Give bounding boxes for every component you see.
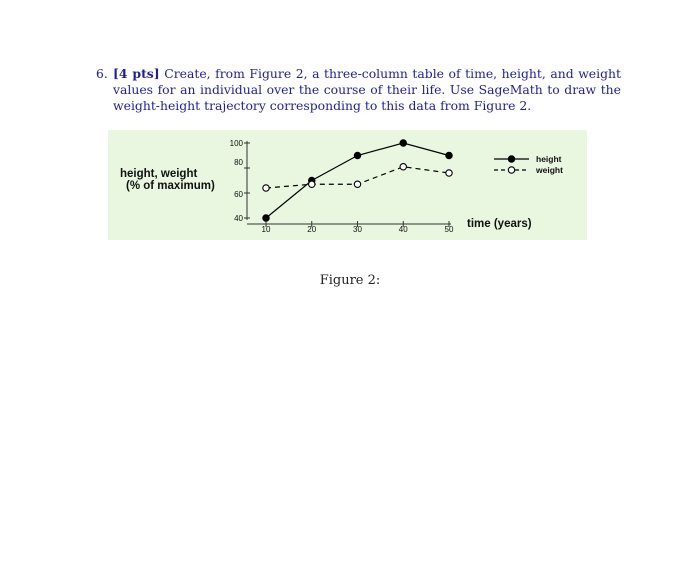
y-axis-label-line-2: (% of maximum) [126, 180, 215, 192]
problem-points: [4 pts] [113, 66, 160, 81]
data-point-weight-40 [400, 164, 406, 170]
legend-marker-weight [508, 167, 514, 173]
figure-caption: Figure 2: [319, 273, 381, 288]
data-point-weight-30 [354, 181, 360, 187]
data-point-height-40 [400, 140, 406, 146]
x-tick-label-50: 50 [444, 225, 454, 234]
x-tick-label-40: 40 [398, 225, 408, 234]
problem-body [113, 66, 621, 115]
problem-text: Create, from Figure 2, a three-column table of time, height, and weight values for an individual over the course of their life. Use SageMath to draw the weight-height trajectory corresponding to this data from Figure 2. [113, 66, 621, 114]
x-tick-label-20: 20 [307, 225, 317, 234]
y-tick-label-60: 60 [234, 190, 243, 199]
data-point-weight-10 [263, 185, 269, 191]
x-tick-label-10: 10 [261, 225, 271, 234]
problem-statement [96, 66, 621, 115]
legend-label-weight: weight [536, 165, 563, 175]
legend-marker-height [508, 156, 514, 162]
figure-2-chart [108, 130, 587, 240]
x-axis-label: time (years) [467, 218, 532, 230]
data-point-height-30 [354, 152, 360, 158]
problem-number: 6. [96, 66, 108, 81]
y-tick-label-40: 40 [234, 214, 243, 223]
y-axis-label-line-1: height, weight [120, 168, 198, 180]
y-tick-label-100: 100 [229, 139, 243, 148]
x-tick-label-30: 30 [353, 225, 362, 234]
data-point-weight-50 [446, 170, 452, 176]
data-point-height-10 [263, 215, 269, 221]
chart-svg [108, 130, 587, 240]
legend-label-height: height [536, 154, 562, 164]
data-point-weight-20 [309, 181, 315, 187]
data-point-height-50 [446, 152, 452, 158]
y-tick-label-80: 80 [234, 158, 243, 167]
